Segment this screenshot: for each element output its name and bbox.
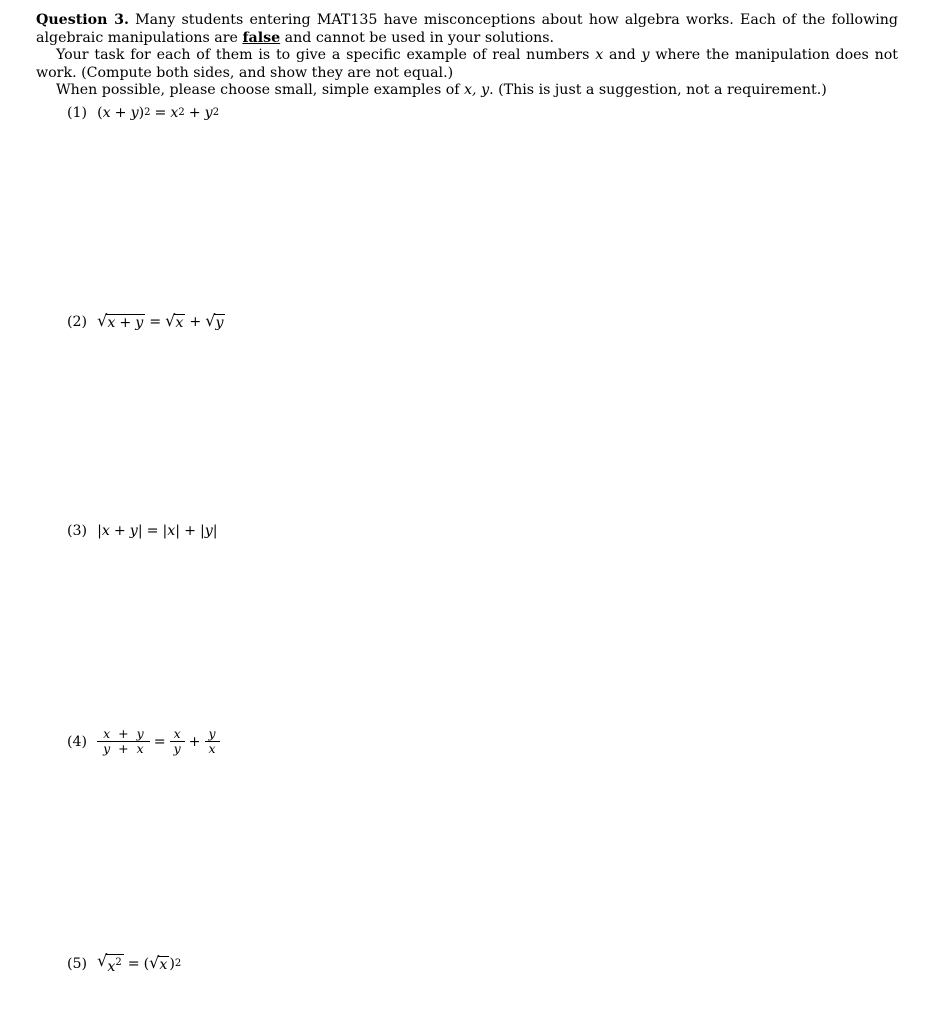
task-var-y: y xyxy=(641,47,650,63)
expr-exponent: 2 xyxy=(212,107,220,118)
expr-plus: + xyxy=(189,314,202,330)
radical-sign: √ xyxy=(97,951,108,970)
problem-5 xyxy=(67,953,181,975)
question-label: Question 3. xyxy=(36,12,129,28)
problem-1 xyxy=(67,104,219,122)
abs-bar: | xyxy=(199,523,205,539)
abs-bar: | xyxy=(175,523,181,539)
expr-equals: = xyxy=(149,314,162,330)
expr-y: y xyxy=(215,315,224,331)
expr-x: x xyxy=(173,726,181,741)
abs-bar: | xyxy=(212,523,218,539)
expr-plus: + xyxy=(188,733,201,750)
expr-x: x xyxy=(175,315,184,331)
problem-number: (3) xyxy=(67,523,88,539)
abs-bar: | xyxy=(137,523,143,539)
expr-plus: + xyxy=(113,523,126,539)
expr-y: y xyxy=(135,315,144,331)
fraction xyxy=(172,727,183,756)
false-emphasis: false xyxy=(242,29,281,46)
sqrt-expr xyxy=(97,313,145,331)
radical-sign: √ xyxy=(149,953,160,972)
radicand xyxy=(174,314,185,331)
radical-sign: √ xyxy=(97,311,108,330)
intro-text-b: and cannot be used in your solutions. xyxy=(280,29,555,46)
expr-exponent: 2 xyxy=(115,957,122,968)
hint-vars: x, y xyxy=(464,82,490,98)
sqrt-expr xyxy=(149,955,169,973)
expr-x: x xyxy=(107,959,116,975)
sqrt-expr xyxy=(205,313,225,331)
radicand xyxy=(214,314,225,331)
expr-equals: = xyxy=(153,733,166,750)
expr-plus: + xyxy=(118,726,129,741)
hint-text-a: When possible, please choose small, simple examples of xyxy=(56,82,465,98)
sqrt-expr xyxy=(165,313,185,331)
radicand xyxy=(106,954,123,975)
problem-number: (2) xyxy=(67,314,88,330)
expr-rparen: ) xyxy=(169,956,175,972)
radical-sign: √ xyxy=(205,311,216,330)
expr-plus: + xyxy=(184,523,196,539)
expr-lparen: ( xyxy=(97,105,103,121)
expr-plus: + xyxy=(118,741,129,756)
expr-equals: = xyxy=(146,523,159,539)
denominator xyxy=(99,742,148,756)
expr-y: y xyxy=(208,726,216,741)
task-text-b: where the manipulation does not work. (Compute both sides, and show they are not equal.) xyxy=(36,47,898,81)
expr-x: x xyxy=(170,105,179,121)
hint-text-b: . (This is just a suggestion, not a requirement.) xyxy=(489,82,827,98)
expr-rparen: ) xyxy=(138,105,145,121)
expr-plus: + xyxy=(114,105,127,121)
abs-bar: | xyxy=(97,523,102,539)
expr-exponent: 2 xyxy=(174,958,182,969)
fraction xyxy=(207,727,218,756)
abs-bar: | xyxy=(162,523,168,539)
expr-y: y xyxy=(129,523,138,539)
expr-equals: = xyxy=(127,956,140,972)
intro-paragraph xyxy=(36,12,898,47)
expr-x: x xyxy=(136,741,144,756)
expr-x: x xyxy=(208,741,216,756)
expr-x: x xyxy=(103,726,111,741)
problem-number: (5) xyxy=(67,956,88,972)
expr-y: y xyxy=(204,523,213,539)
problem-4 xyxy=(67,727,220,756)
task-paragraph xyxy=(36,47,898,82)
problem-2 xyxy=(67,313,225,331)
radical-sign: √ xyxy=(165,311,176,330)
expr-plus: + xyxy=(119,315,132,331)
task-var-x: x xyxy=(595,47,604,63)
expr-y: y xyxy=(103,741,111,756)
radicand xyxy=(158,956,169,973)
expr-x: x xyxy=(107,315,116,331)
expr-x: x xyxy=(159,957,168,973)
task-and: and xyxy=(603,47,642,63)
expr-y: y xyxy=(173,741,181,756)
intro-text-a: Many students entering MAT135 have misconceptions about how algebra works. Each of the following algebraic manipulations are xyxy=(36,12,898,46)
expr-x: x xyxy=(167,523,176,539)
task-text-a: Your task for each of them is to give a specific example of real numbers xyxy=(56,47,596,63)
problem-number: (1) xyxy=(67,105,88,121)
expr-y: y xyxy=(130,105,139,121)
expr-y: y xyxy=(136,726,144,741)
hint-paragraph xyxy=(36,82,898,100)
expr-x: x xyxy=(101,523,110,539)
expr-x: x xyxy=(102,105,111,121)
expr-y: y xyxy=(204,105,213,121)
problem-3 xyxy=(67,522,218,540)
expr-equals: = xyxy=(154,105,167,121)
problem-number: (4) xyxy=(67,733,88,750)
question-intro xyxy=(36,12,898,100)
expr-lparen: ( xyxy=(143,956,150,972)
expr-exponent: 2 xyxy=(178,107,185,118)
expr-plus: + xyxy=(188,105,201,121)
radicand xyxy=(106,314,145,331)
expr-exponent: 2 xyxy=(144,107,151,118)
sqrt-expr xyxy=(97,953,124,975)
numerator xyxy=(99,727,148,741)
fraction xyxy=(99,727,148,756)
